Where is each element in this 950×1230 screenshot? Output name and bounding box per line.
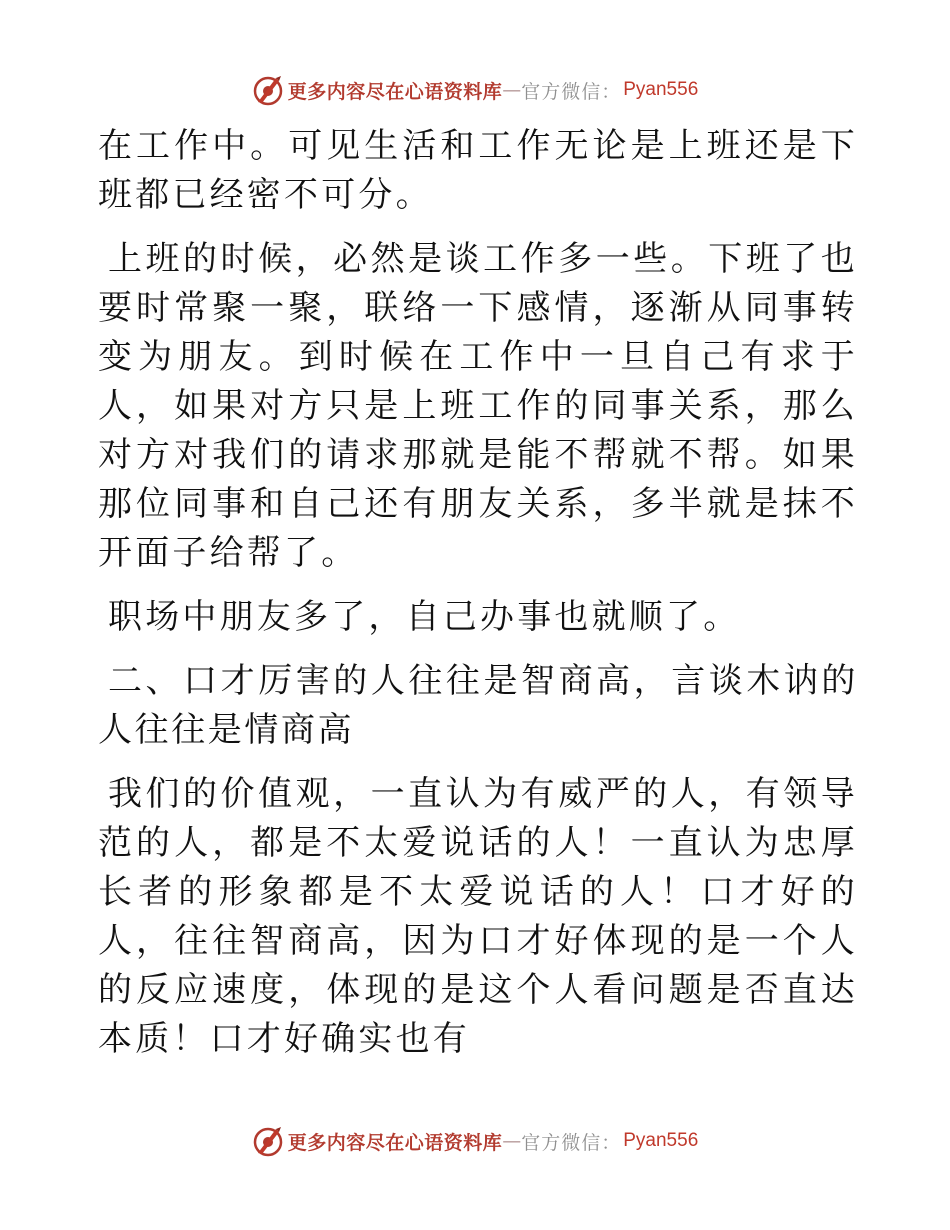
footer-site-name: 更多内容尽在心语资料库 xyxy=(287,1131,503,1154)
footer-wechat-id: Pyan556 xyxy=(623,1130,699,1151)
header-banner xyxy=(0,70,950,110)
paragraph-4: 我们的价值观，一直认为有威严的人，有领导范的人，都是不太爱说话的人！一直认为忠厚长者的形象都是不太爱说话的人！口才好的人，往往智商高，因为口才好体现的是一个人的反应速度，体现的是这个人看问题是否直达本质！口才好确实也有 xyxy=(98,774,858,1059)
header-official-label: 官方微信： xyxy=(521,80,622,103)
document-body xyxy=(98,122,858,1079)
footer-separator: — xyxy=(502,1130,522,1152)
header-separator: — xyxy=(502,79,522,101)
header-wechat-id: Pyan556 xyxy=(623,79,699,100)
footer-official-label: 官方微信： xyxy=(521,1131,622,1154)
paragraph-1: 在工作中。可见生活和工作无论是上班还是下班都已经密不可分。 xyxy=(98,126,858,215)
footer-banner xyxy=(0,1121,950,1161)
quill-logo-icon xyxy=(252,1125,284,1157)
paragraph-3: 职场中朋友多了，自己办事也就顺了。 xyxy=(108,597,741,637)
header-site-name: 更多内容尽在心语资料库 xyxy=(287,80,503,103)
quill-logo-icon xyxy=(252,74,284,106)
section-heading: 二、口才厉害的人往往是智商高，言谈木讷的人往往是情商高 xyxy=(98,661,858,750)
paragraph-2: 上班的时候，必然是谈工作多一些。下班了也要时常聚一聚，联络一下感情，逐渐从同事转变为朋友。到时候在工作中一旦自己有求于人，如果对方只是上班工作的同事关系，那么对方对我们的请求那就是能不帮就不帮。如果那位同事和自己还有朋友关系，多半就是抹不开面子给帮了。 xyxy=(98,239,858,573)
